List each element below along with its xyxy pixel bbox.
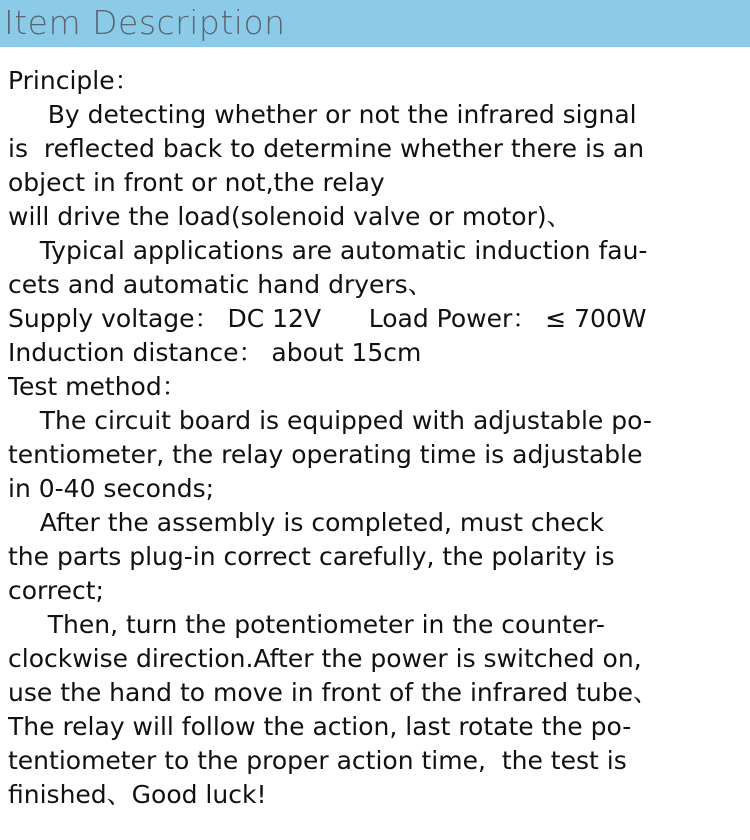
potentiometer-line: Then, turn the potentiometer in the counter- [8,610,605,639]
potentiometer-line: clockwise direction.After the power is switched on, [8,644,642,673]
applications-line: Typical applications are automatic induction fau- [8,236,648,265]
supply-voltage-line: Supply voltage： DC 12V Load Power： ≤ 700W [8,304,647,333]
assembly-check-line: correct; [8,576,104,605]
test-method-line: tentiometer, the relay operating time is adjustable [8,440,643,469]
assembly-check-line: After the assembly is completed, must check [8,508,605,537]
principle-heading: Principle： [8,66,140,95]
potentiometer-line: The relay will follow the action, last rotate the po- [8,712,632,741]
header-title: Item Description [4,3,286,42]
principle-line: By detecting whether or not the infrared signal [8,100,637,129]
test-method-heading: Test method： [8,372,187,401]
applications-line: cets and automatic hand dryers、 [8,270,433,299]
principle-line: object in front or not,the relay [8,168,385,197]
test-method-line: The circuit board is equipped with adjustable po- [8,406,652,435]
description-body [8,64,746,812]
assembly-check-line: the parts plug-in correct carefully, the polarity is [8,542,615,571]
induction-distance-line: Induction distance： about 15cm [8,338,422,367]
closing-line: finished、Good luck! [8,780,267,809]
principle-line: will drive the load(solenoid valve or motor)、 [8,202,572,231]
potentiometer-line: use the hand to move in front of the infrared tube、 [8,678,659,707]
test-method-line: in 0-40 seconds; [8,474,215,503]
principle-line: is reflected back to determine whether there is an [8,134,645,163]
potentiometer-line: tentiometer to the proper action time, the test is [8,746,627,775]
item-description-header [0,0,750,47]
